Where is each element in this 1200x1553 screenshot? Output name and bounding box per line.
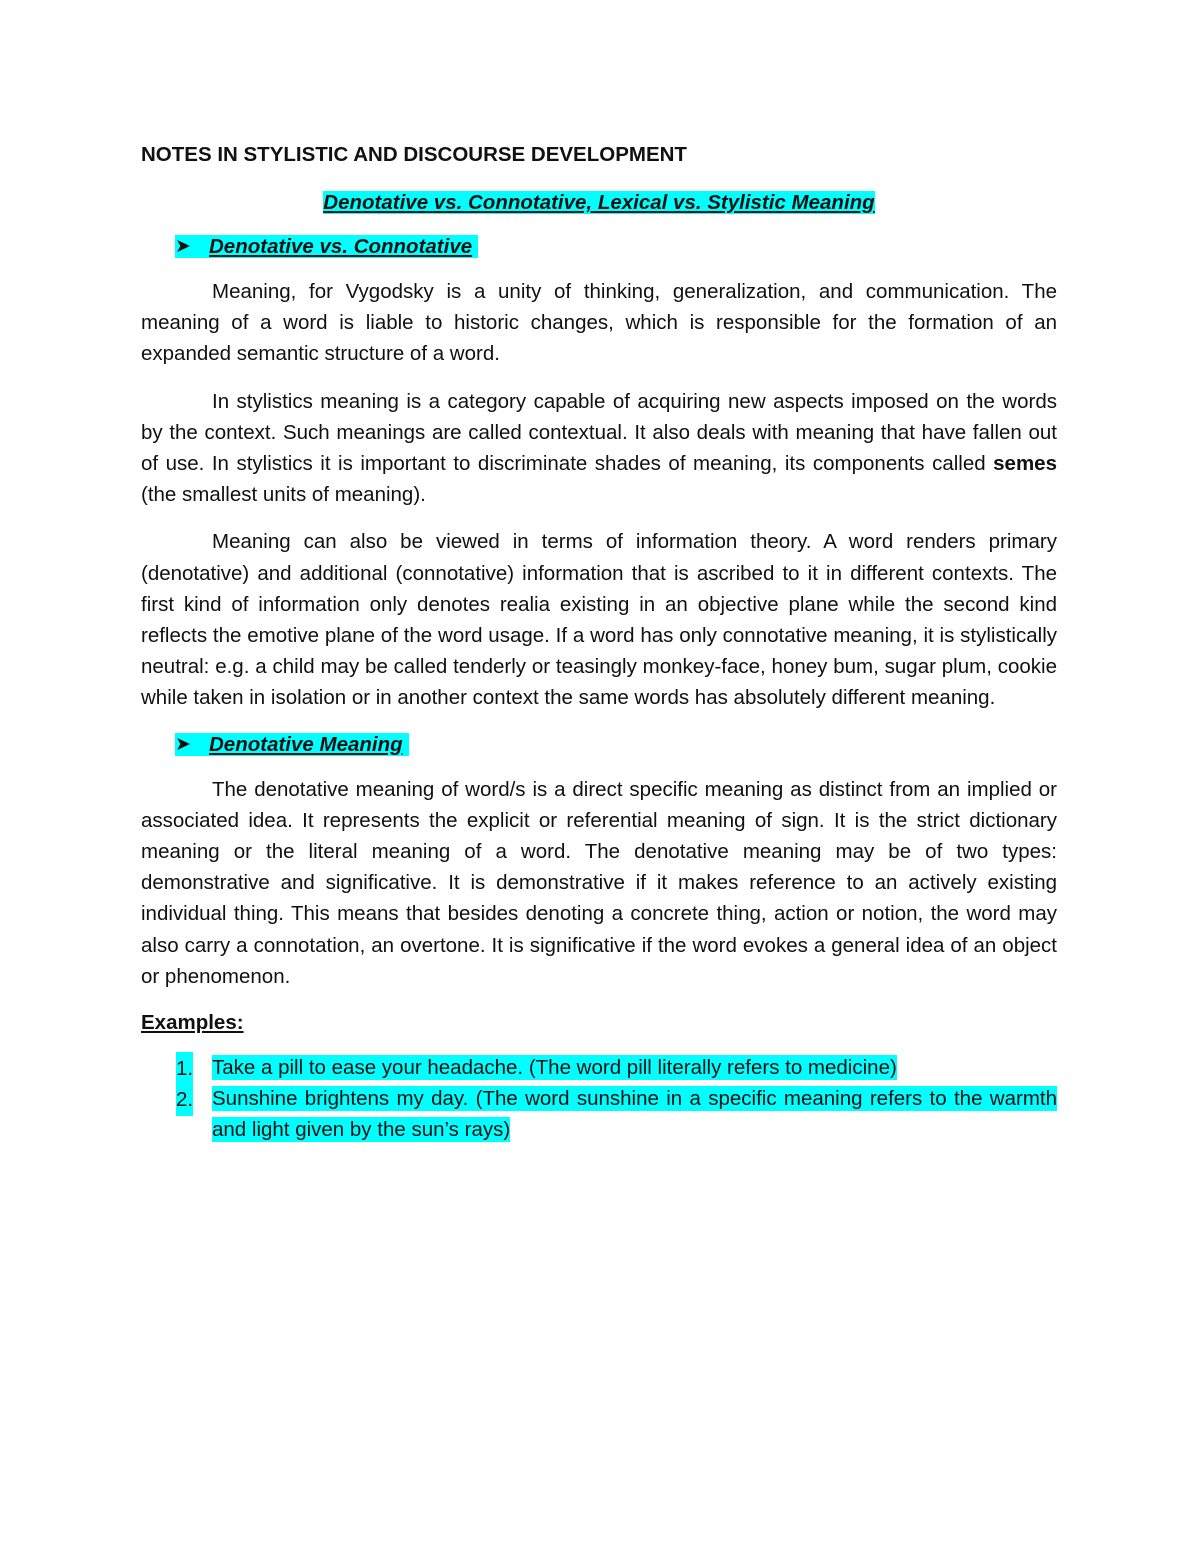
paragraph-text: (the smallest units of meaning). bbox=[141, 483, 426, 507]
section-heading-highlight bbox=[175, 235, 478, 258]
examples-label: Examples: bbox=[141, 1011, 244, 1035]
term-semes: semes bbox=[993, 452, 1057, 476]
list-item-text: Take a pill to ease your headache. (The word pill literally refers to medicine) bbox=[212, 1056, 897, 1080]
subtitle-row bbox=[141, 188, 1057, 220]
document-body bbox=[141, 140, 1057, 1146]
list-item-number: 1. bbox=[176, 1052, 193, 1085]
section-heading-denotative-meaning bbox=[175, 730, 1057, 760]
section-heading-denotative-vs-connotative bbox=[175, 232, 1057, 262]
list-item bbox=[141, 1052, 1057, 1083]
list-item bbox=[141, 1083, 1057, 1145]
list-item-number: 2. bbox=[176, 1083, 193, 1116]
arrow-bullet-icon: ➤ bbox=[175, 733, 191, 755]
paragraph-information-theory: Meaning can also be viewed in terms of information theory. A word renders primary (denotative) and additional (connotative) information that is ascribed to it in different contexts. The first kind of information only denotes realia existing in an objective plane while the second kind reflects the emotive plane of the word usage. If a word has only connotative meaning, it is stylistically neutral: e.g. a child may be called tenderly or teasingly monkey-face, honey bum, sugar plum, cookie while taken in isolation or in another context the same words has absolutely different meaning. bbox=[141, 530, 1057, 710]
document-title: NOTES IN STYLISTIC AND DISCOURSE DEVELOPMENT bbox=[141, 143, 687, 166]
examples-list bbox=[141, 1052, 1057, 1146]
paragraph-text: In stylistics meaning is a category capable of acquiring new aspects imposed on the words by the context. Such meanings are called contextual. It also deals with meaning that have fallen out of use. In stylistics it is important to discriminate shades of meaning, its components called bbox=[141, 389, 1057, 476]
paragraph-stylistics-meaning bbox=[141, 386, 1057, 511]
section-heading-label: Denotative vs. Connotative bbox=[209, 235, 473, 258]
section-heading-label: Denotative Meaning bbox=[209, 732, 403, 756]
arrow-bullet-icon: ➤ bbox=[175, 236, 191, 257]
paragraph-vygodsky: Meaning, for Vygodsky is a unity of thinking, generalization, and communication. The meaning of a word is liable to historic changes, which is responsible for the formation of an expanded semantic structure of a word. bbox=[141, 280, 1057, 366]
list-item-text: Sunshine brightens my day. (The word sunshine in a specific meaning refers to the warmth and light given by the sun’s rays) bbox=[212, 1087, 1057, 1142]
section-heading-highlight bbox=[175, 733, 409, 756]
document-subtitle: Denotative vs. Connotative, Lexical vs. Stylistic Meaning bbox=[323, 191, 875, 214]
paragraph-denotative-meaning: The denotative meaning of word/s is a direct specific meaning as distinct from an implied or associated idea. It represents the explicit or referential meaning of sign. It is the strict dictionary meaning or the literal meaning of a word. The denotative meaning may be of two types: demonstrative and significative. It is demonstrative if it makes reference to an actively existing individual thing. This means that besides denoting a concrete thing, action or notion, the word may also carry a connotation, an overtone. It is significative if the word evokes a general idea of an object or phenomenon. bbox=[141, 777, 1057, 988]
